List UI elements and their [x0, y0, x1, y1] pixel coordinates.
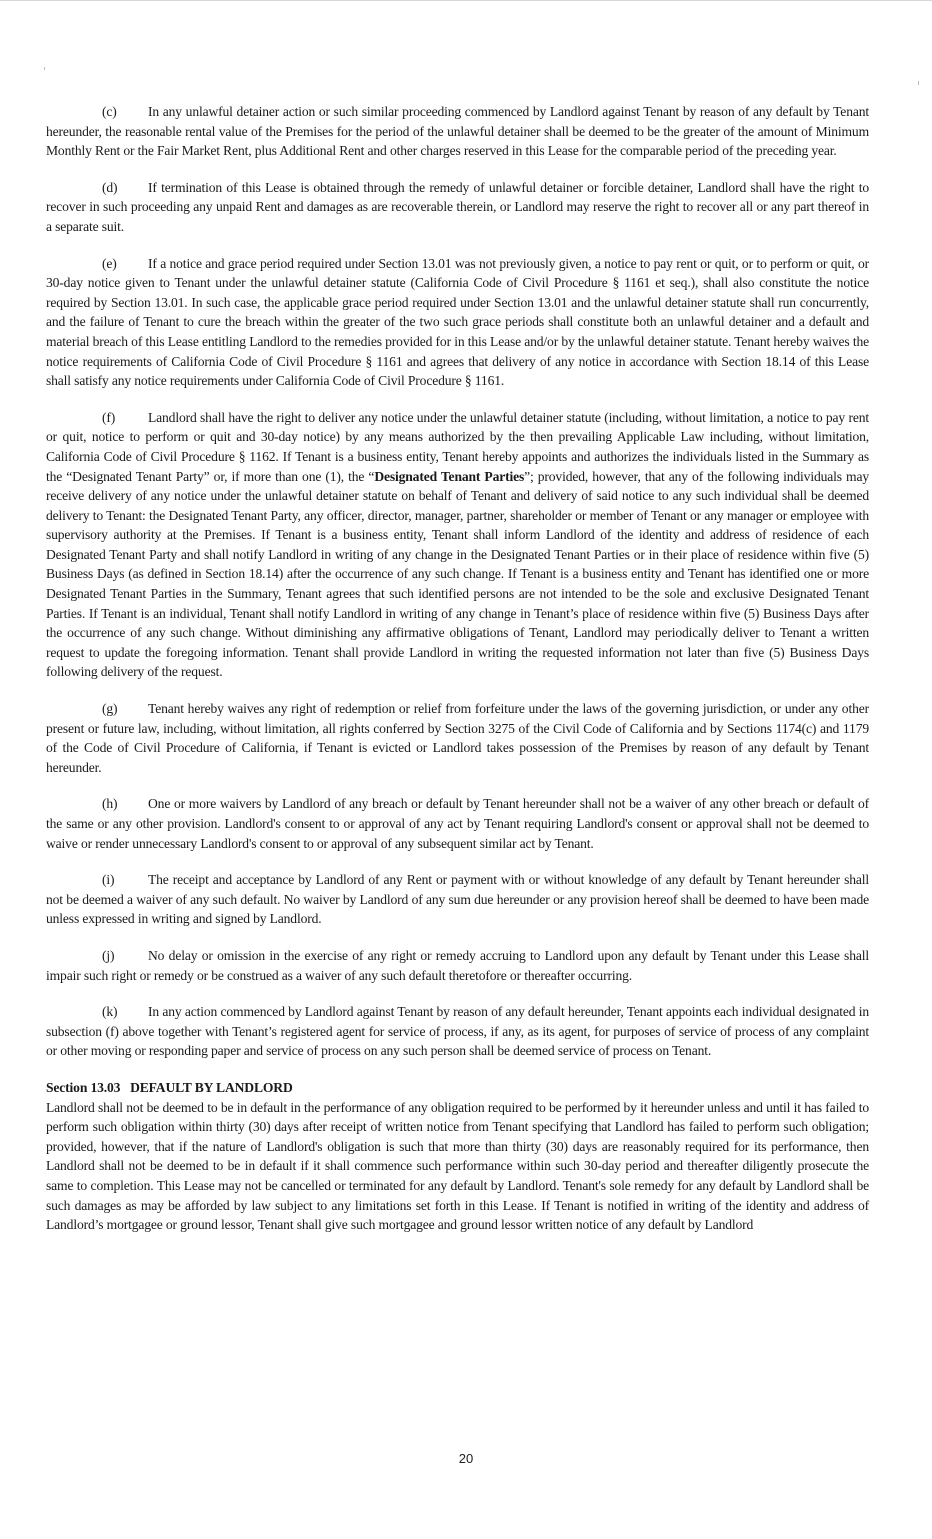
- page-number: 20: [458, 1451, 474, 1466]
- paragraph-f: [46, 408, 869, 682]
- paragraph-label: (k): [102, 1004, 118, 1020]
- paragraph-text: The receipt and acceptance by Landlord of any Rent or payment with or without knowledge of any default by Tenant hereunder shall not be deemed a waiver of any such default. No waiver by Landlord of any sum due hereunder or any provision hereof shall be deemed to have been made unless expressed in writing and signed by Landlord.: [46, 872, 869, 927]
- paragraph-c: [46, 102, 869, 161]
- paragraph-label: (i): [102, 872, 115, 888]
- paragraph-text: ”; provided, however, that any of the following individuals may receive delivery of any notice under the unlawful detainer statute on behalf of Tenant and delivery of said notice to any such individual shall be deemed delivery to Tenant: the Designated Tenant Party, any officer, director, manager, partner, shareholder or member of Tenant or any manager or employee with supervisory authority at the Premises. If Tenant is a business entity, Tenant shall inform Landlord of the identity and address of residence of each Designated Tenant Party and shall notify Landlord in writing of any change in the Designated Tenant Parties or in their place of residence within five (5) Business Days (as defined in Section 18.14) after the occurrence of any such change. If Tenant is a business entity and Tenant has identified one or more Designated Tenant Parties in the Summary, Tenant agrees that such identified persons are not intended to be the sole and exclusive Designated Tenant Parties. If Tenant is an individual, Tenant shall notify Landlord in writing of any change in Tenant’s place of residence within five (5) Business Days after the occurrence of any such change. Without diminishing any affirmative obligations of Tenant, Landlord may periodically deliver to Tenant a written request to update the foregoing information. Tenant shall provide Landlord in writing the requested information not later than five (5) Business Days following delivery of the request.: [46, 468, 869, 680]
- scan-artifact: [44, 67, 45, 70]
- paragraph-text: Tenant hereby waives any right of redemption or relief from forfeiture under the laws of the governing jurisdiction, or under any other present or future law, including, without limitation, all rights conferred by Section 3275 of the Civil Code of California and by Sections 1174(c) and 1179 of the Code of Civil Procedure of California, if Tenant is evicted or Landlord takes possession of the Premises by reason of any default by Tenant hereunder.: [46, 701, 869, 775]
- paragraph-label: (f): [102, 409, 116, 425]
- paragraph-text: In any unlawful detainer action or such similar proceeding commenced by Landlord against Tenant by reason of any default by Tenant hereunder, the reasonable rental value of the Premises for the period of the unlawful detainer shall be deemed to be the greater of the amount of Minimum Monthly Rent or the Fair Market Rent, plus Additional Rent and other charges reserved in this Lease for the comparable period of the preceding year.: [46, 104, 869, 159]
- paragraph-text: Landlord shall have the right to deliver any notice under the unlawful detainer statute (including, without limitation, a notice to pay rent or quit, notice to perform or quit and 30-day notice) by any means authorized by the then prevailing Applicable Law including, without limitation, California Code of Civil Procedure § 1162. If Tenant is a business entity, Tenant hereby appoints and authorizes the individuals listed in the Summary as the “Designated Tenant Party” or, if more than one (1), the “: [46, 409, 869, 484]
- paragraph-text: If termination of this Lease is obtained through the remedy of unlawful detainer or forcible detainer, Landlord shall have the right to recover in such proceeding any unpaid Rent and damages as are recoverable therein, or Landlord may reserve the right to recover all or any part thereof in a separate suit.: [46, 179, 869, 234]
- paragraph-label: (d): [102, 179, 118, 195]
- paragraph-i: [46, 870, 869, 929]
- paragraph-label: (e): [102, 255, 117, 271]
- paragraph-g: [46, 699, 869, 777]
- paragraph-d: [46, 178, 869, 237]
- section-body: Landlord shall not be deemed to be in default in the performance of any obligation required to be performed by it hereunder unless and until it has failed to perform such obligation within thirty (30) days after receipt of written notice from Tenant specifying that Landlord has failed to perform such obligation; provided, however, that if the nature of Landlord's obligation is such that more than thirty (30) days are reasonably required for its performance, then Landlord shall not be deemed to be in default if it shall commence such performance within such 30-day period and thereafter diligently prosecute the same to completion. This Lease may not be cancelled or terminated for any default by Landlord. Tenant's sole remedy for any default by Landlord shall be such damages as may be afforded by law subject to any limitations set forth in this Lease. If Tenant is notified in writing of the identity and address of Landlord’s mortgagee or ground lessor, Tenant shall give such mortgagee and ground lessor written notice of any default by Landlord: [46, 1099, 869, 1233]
- paragraph-label: (c): [102, 104, 117, 119]
- paragraph-text: If a notice and grace period required under Section 13.01 was not previously given, a notice to pay rent or quit, or to perform or quit, or 30-day notice given to Tenant under the unlawful detainer statute (California Code of Civil Procedure § 1161 et seq.), shall also constitute the notice required by Section 13.01. In such case, the applicable grace period required under Section 13.01 and the unlawful detainer statute shall run concurrently, and the failure of Tenant to cure the breach within the greater of the two such grace periods shall constitute both an unlawful detainer and a default and material breach of this Lease entitling Landlord to the remedies provided for in this Lease and/or by the unlawful detainer statute. Tenant hereby waives the notice requirements of California Code of Civil Procedure § 1161 and agrees that delivery of any notice in accordance with Section 18.14 of this Lease shall satisfy any notice requirements under California Code of Civil Procedure § 1161.: [46, 255, 869, 389]
- scan-artifact: [918, 81, 919, 85]
- paragraph-e: [46, 254, 869, 391]
- section-heading: Section 13.03 DEFAULT BY LANDLORD: [46, 1079, 293, 1095]
- defined-term: Designated Tenant Parties: [374, 468, 525, 484]
- paragraph-j: [46, 946, 869, 985]
- paragraph-text: In any action commenced by Landlord against Tenant by reason of any default hereunder, Tenant appoints each individual designated in subsection (f) above together with Tenant’s registered agent for service of process, if any, as its agent, for purposes of service of process of any complaint or other moving or responding paper and service of process on any such person shall be deemed service of process on Tenant.: [46, 1004, 869, 1059]
- paragraph-text: One or more waivers by Landlord of any breach or default by Tenant hereunder shall not be a waiver of any other breach or default of the same or any other provision. Landlord's consent to or approval of any act by Tenant requiring Landlord's consent or approval shall not be deemed to waive or render unnecessary Landlord's consent to or approval of any subsequent similar act by Tenant.: [46, 796, 869, 851]
- paragraph-label: (j): [102, 947, 115, 963]
- paragraph-label: (h): [102, 796, 118, 812]
- document-body: [46, 102, 869, 1235]
- paragraph-text: No delay or omission in the exercise of any right or remedy accruing to Landlord upon any default by Tenant under this Lease shall impair such right or remedy or be construed as a waiver of any such default theretofore or thereafter occurring.: [46, 947, 869, 983]
- paragraph-label: (g): [102, 701, 118, 717]
- paragraph-h: [46, 794, 869, 853]
- paragraph-k: [46, 1002, 869, 1061]
